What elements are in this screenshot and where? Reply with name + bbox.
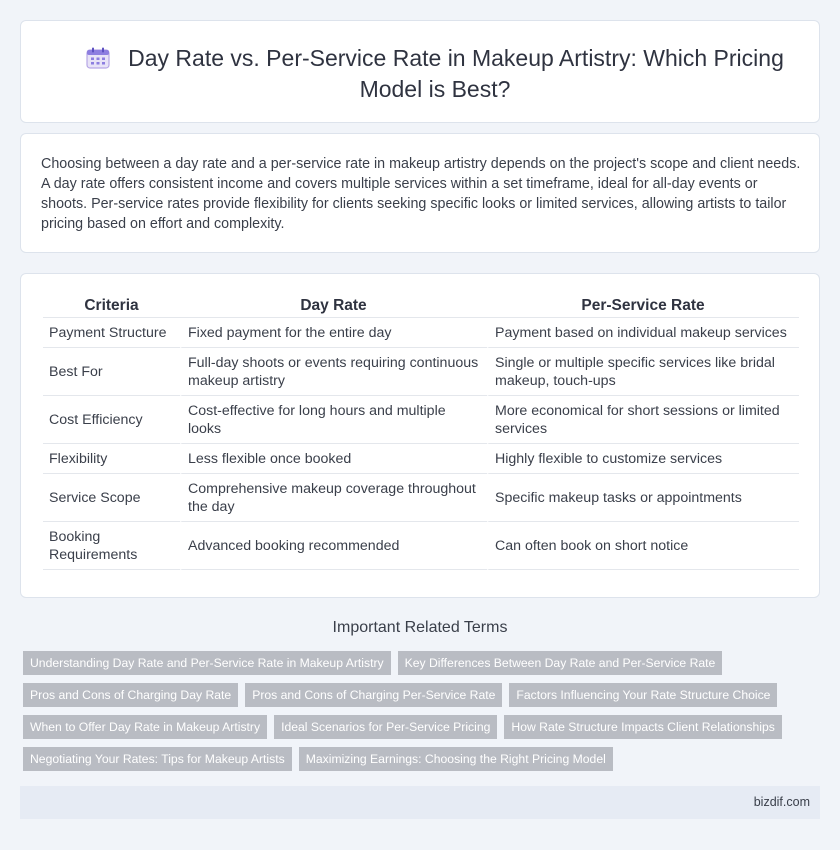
related-term-link[interactable]: How Rate Structure Impacts Client Relationships xyxy=(504,715,782,739)
calendar-icon xyxy=(86,47,110,69)
intro-paragraph: Choosing between a day rate and a per-service rate in makeup artistry depends on the project's scope and client needs. A day rate offers consistent income and covers multiple services within a set timeframe, ideal for all-day events or shoots. Per-service rates provide flexibility for clients seeking specific looks or limited services, allowing artists to tailor pricing based on effort and complexity. xyxy=(41,156,801,232)
table-row xyxy=(43,396,799,444)
table-cell: Cost-effective for long hours and multiple looks xyxy=(180,396,487,444)
table-header-row xyxy=(43,294,799,318)
table-row xyxy=(43,444,799,474)
related-terms-list xyxy=(23,651,813,779)
related-terms-heading: Important Related Terms xyxy=(332,619,508,636)
related-term-link[interactable]: Ideal Scenarios for Per-Service Pricing xyxy=(274,715,497,739)
table-cell: Booking Requirements xyxy=(43,522,180,570)
related-term-link[interactable]: Maximizing Earnings: Choosing the Right Pricing Model xyxy=(299,747,613,771)
table-cell: Specific makeup tasks or appointments xyxy=(487,474,799,522)
table-cell: Payment based on individual makeup services xyxy=(487,318,799,348)
column-header-criteria: Criteria xyxy=(43,294,180,318)
table-cell: Flexibility xyxy=(43,444,180,474)
table-row xyxy=(43,348,799,396)
table-row xyxy=(43,522,799,570)
comparison-table xyxy=(43,294,799,570)
table-cell: Cost Efficiency xyxy=(43,396,180,444)
tag-row xyxy=(23,747,813,771)
related-term-link[interactable]: Pros and Cons of Charging Per-Service Rate xyxy=(245,683,502,707)
table-cell: Fixed payment for the entire day xyxy=(180,318,487,348)
related-term-link[interactable]: Negotiating Your Rates: Tips for Makeup Artists xyxy=(23,747,292,771)
table-row xyxy=(43,474,799,522)
related-term-link[interactable]: When to Offer Day Rate in Makeup Artistry xyxy=(23,715,267,739)
table-cell: Service Scope xyxy=(43,474,180,522)
table-cell: Comprehensive makeup coverage throughout the day xyxy=(180,474,487,522)
table-cell: Full-day shoots or events requiring continuous makeup artistry xyxy=(180,348,487,396)
page-title: Day Rate vs. Per-Service Rate in Makeup Artistry: Which Pricing Model is Best? xyxy=(128,45,784,102)
tag-row xyxy=(23,683,813,707)
comparison-card xyxy=(20,273,820,598)
column-header-per-service-rate: Per-Service Rate xyxy=(487,294,799,318)
table-row xyxy=(43,318,799,348)
table-cell: Less flexible once booked xyxy=(180,444,487,474)
intro-card xyxy=(20,133,820,253)
table-cell: More economical for short sessions or limited services xyxy=(487,396,799,444)
table-cell: Highly flexible to customize services xyxy=(487,444,799,474)
header-card xyxy=(20,20,820,123)
column-header-day-rate: Day Rate xyxy=(180,294,487,318)
table-cell: Payment Structure xyxy=(43,318,180,348)
table-cell: Single or multiple specific services like bridal makeup, touch-ups xyxy=(487,348,799,396)
tag-row xyxy=(23,651,813,675)
tag-row xyxy=(23,715,813,739)
related-term-link[interactable]: Key Differences Between Day Rate and Per-Service Rate xyxy=(398,651,723,675)
table-cell: Best For xyxy=(43,348,180,396)
table-cell: Can often book on short notice xyxy=(487,522,799,570)
related-term-link[interactable]: Understanding Day Rate and Per-Service Rate in Makeup Artistry xyxy=(23,651,391,675)
table-cell: Advanced booking recommended xyxy=(180,522,487,570)
related-term-link[interactable]: Factors Influencing Your Rate Structure Choice xyxy=(509,683,777,707)
related-term-link[interactable]: Pros and Cons of Charging Day Rate xyxy=(23,683,238,707)
page-title-wrap xyxy=(61,43,809,105)
footer-bar xyxy=(20,786,820,819)
footer-site-name: bizdif.com xyxy=(753,795,810,809)
